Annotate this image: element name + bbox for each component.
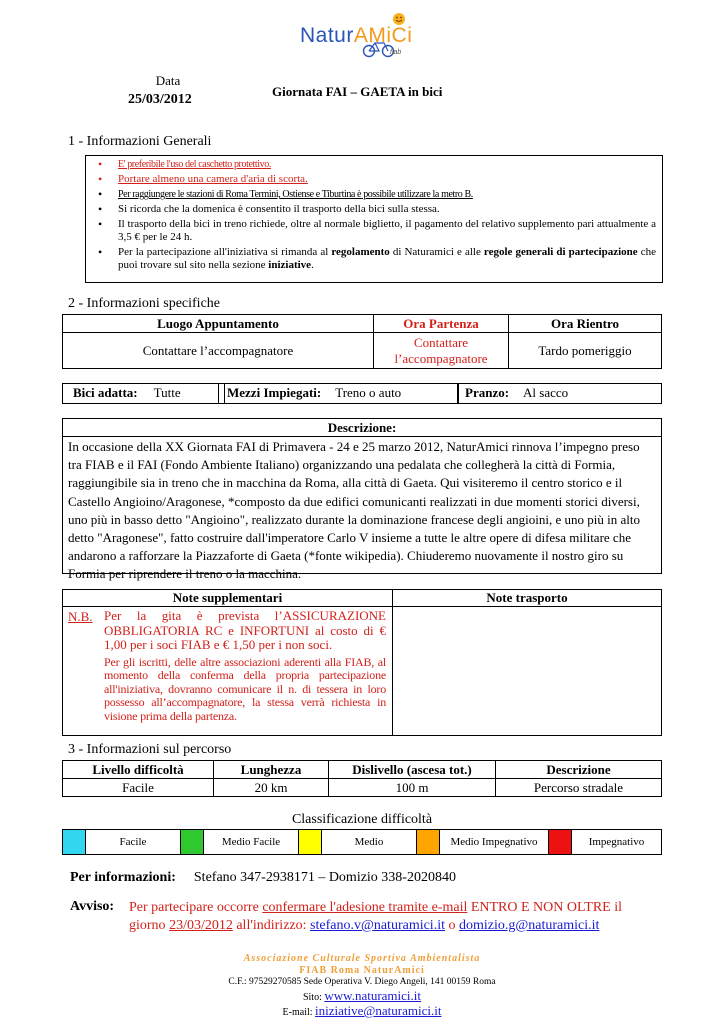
pranzo-value: Al sacco bbox=[523, 385, 569, 400]
naturamici-logo bbox=[300, 12, 430, 60]
notes-supplementari-col bbox=[63, 590, 393, 735]
difficulty-legend-title: Classificazione difficoltà bbox=[291, 812, 433, 827]
col-descrizione: Descrizione bbox=[496, 761, 662, 779]
date-label: Data bbox=[155, 73, 181, 88]
notes-box bbox=[62, 589, 662, 736]
site-link[interactable]: www.naturamici.it bbox=[324, 988, 422, 1003]
appointment-table bbox=[62, 314, 662, 369]
info-item: • Il trasporto della bici in treno richiede, oltre al normale biglietto, il pagamento del relativo supplemento pari attualmente a 3,5 € per le 24 h. bbox=[94, 218, 656, 244]
logo-text-natur: Natur bbox=[300, 24, 354, 47]
descrizione-value: Percorso stradale bbox=[496, 779, 662, 797]
col-dislivello: Dislivello (ascesa tot.) bbox=[329, 761, 496, 779]
difficulty-legend bbox=[62, 829, 662, 855]
legend-swatch-medio bbox=[299, 830, 322, 855]
legend-label-medio-facile: Medio Facile bbox=[204, 830, 299, 855]
footer-address: C.F.: 97529270585 Sede Operativa V. Diego Angeli, 141 00159 Roma bbox=[228, 977, 496, 987]
logo-text-amici: AMiCi bbox=[353, 24, 413, 47]
mezzi-cell: Mezzi Impiegati: Treno o auto bbox=[218, 383, 458, 404]
info-item: • Per raggiungere le stazioni di Roma Termini, Ostiense e Tiburtina è possibile utilizzare la metro B. bbox=[94, 188, 656, 201]
footer-email: E-mail: iniziative@naturamici.it bbox=[282, 1003, 442, 1018]
section2-title: 2 - Informazioni specifiche bbox=[68, 296, 220, 311]
info-item-regolamento: • Per la partecipazione all'iniziativa si rimanda al regolamento di Naturamici e alle regole generali di partecipazione che puoi trovare sul sito nella sezione iniziative. bbox=[94, 246, 656, 272]
email-link-stefano[interactable]: stefano.v@naturamici.it bbox=[310, 918, 445, 933]
description-title: Descrizione: bbox=[63, 419, 661, 437]
notes-trasporto-title: Note trasporto bbox=[393, 590, 661, 607]
info-line bbox=[70, 870, 456, 886]
col-ora-partenza: Ora Partenza bbox=[374, 315, 509, 333]
legend-label-facile: Facile bbox=[86, 830, 181, 855]
dislivello-value: 100 m bbox=[329, 779, 496, 797]
lunghezza-value: 20 km bbox=[214, 779, 329, 797]
legend-label-impegnativo: Impegnativo bbox=[572, 830, 662, 855]
avviso-text: Per partecipare occorre confermare l'adesione tramite e-mail ENTRO E NON OLTRE il giorno 23/03/2012 all'indirizzo: stefano.v@naturamici.it o domizio.g@naturamici.it bbox=[129, 900, 622, 933]
nb-label: N.B. bbox=[68, 609, 93, 624]
avviso-label: Avviso: bbox=[70, 899, 115, 914]
info-item: • Portare almeno una camera d'aria di scorta. bbox=[94, 173, 656, 186]
event-date: 25/03/2012 bbox=[128, 92, 192, 107]
luogo-value: Contattare l’accompagnatore bbox=[63, 333, 374, 369]
info-item: • E' preferibile l'uso del caschetto protettivo. bbox=[94, 158, 656, 171]
bici-adatta-value: Tutte bbox=[153, 385, 181, 400]
notes-supplementari-title: Note supplementari bbox=[63, 590, 392, 607]
footer-email-link[interactable]: iniziative@naturamici.it bbox=[315, 1003, 442, 1018]
general-info-box bbox=[85, 155, 663, 283]
footer-association: Associazione Culturale Sportiva Ambientalista bbox=[243, 953, 481, 964]
legend-swatch-medio-facile bbox=[181, 830, 204, 855]
percorso-table bbox=[62, 760, 662, 797]
notes-trasporto-col bbox=[393, 590, 661, 735]
footer-org: FIAB Roma NaturAmici bbox=[299, 965, 425, 976]
col-ora-rientro: Ora Rientro bbox=[509, 315, 662, 333]
ora-partenza-value: Contattare l’accompagnatore bbox=[374, 333, 509, 369]
legend-label-medio-impegnativo: Medio Impegnativo bbox=[440, 830, 549, 855]
section3-title: 3 - Informazioni sul percorso bbox=[68, 742, 232, 757]
info-contacts: Stefano 347-2938171 – Domizio 338-2020840 bbox=[193, 870, 456, 885]
legend-swatch-facile bbox=[63, 830, 86, 855]
livello-value: Facile bbox=[63, 779, 214, 797]
description-text: In occasione della XX Giornata FAI di Primavera - 24 e 25 marzo 2012, NaturAmici rinnova l’impegno preso tra FIAB e il FAI (Fondo Ambiente Italiano) organizzando una pedalata che collegherà la città di Formia, raggiungibile sia in treno che in macchina da Roma, alla città di Gaeta. Qui visiteremo il centro storico e il Castello Angioino/Aragonese, *composto da due edifici comunicanti realizzati in due momenti storici diversi, uno più in basso detto "Angioino", realizzato durante la dominazione francese degli angioini, e uno più in alto detto "Aragonese", fatto costruire dall'imperatore Carlo V insieme a tutte le altre opere di difesa militare che andarono a rafforzare la Piazzaforte di Gaeta (*fonte wikipedia). Chiuderemo nuovamente il nostro giro su Formia per riprendere il treno o la macchina. bbox=[68, 439, 640, 582]
col-lunghezza: Lunghezza bbox=[214, 761, 329, 779]
legend-swatch-medio-impegnativo bbox=[417, 830, 440, 855]
nb-assicurazione-text: Per la gita è prevista l’ASSICURAZIONE OBBLIGATORIA RC e INFORTUNI al costo di € 1,00 per i soci FIAB e € 1,50 per i non soci. bbox=[104, 608, 386, 652]
email-link-domizio[interactable]: domizio.g@naturamici.it bbox=[458, 918, 600, 933]
nb-iscritti-text: Per gli iscritti, delle altre associazioni aderenti alla FIAB, al momento della conferma della propria partecipazione all'iniziativa, dovranno comunicare il n. di tessera in loro possesso all’accompagnatore, la stessa verrà richiesta in visione prima della partenza. bbox=[104, 655, 386, 723]
bici-adatta-cell: Bici adatta: Tutte bbox=[62, 383, 225, 404]
col-livello: Livello difficoltà bbox=[63, 761, 214, 779]
logo-tagline: fiab bbox=[390, 49, 402, 56]
info-label: Per informazioni: bbox=[70, 870, 176, 885]
section1-title: 1 - Informazioni Generali bbox=[68, 134, 212, 149]
col-luogo: Luogo Appuntamento bbox=[63, 315, 374, 333]
description-box bbox=[62, 418, 662, 582]
footer-site: Sito: www.naturamici.it bbox=[302, 988, 422, 1003]
legend-label-medio: Medio bbox=[322, 830, 417, 855]
mezzi-value: Treno o auto bbox=[335, 385, 402, 400]
pranzo-cell: Pranzo: Al sacco bbox=[458, 383, 662, 404]
page-title: Giornata FAI – GAETA in bici bbox=[272, 84, 443, 99]
info-item: • Si ricorda che la domenica è consentito il trasporto della bici sulla stessa. bbox=[94, 203, 656, 216]
legend-swatch-impegnativo bbox=[549, 830, 572, 855]
ora-rientro-value: Tardo pomeriggio bbox=[509, 333, 662, 369]
